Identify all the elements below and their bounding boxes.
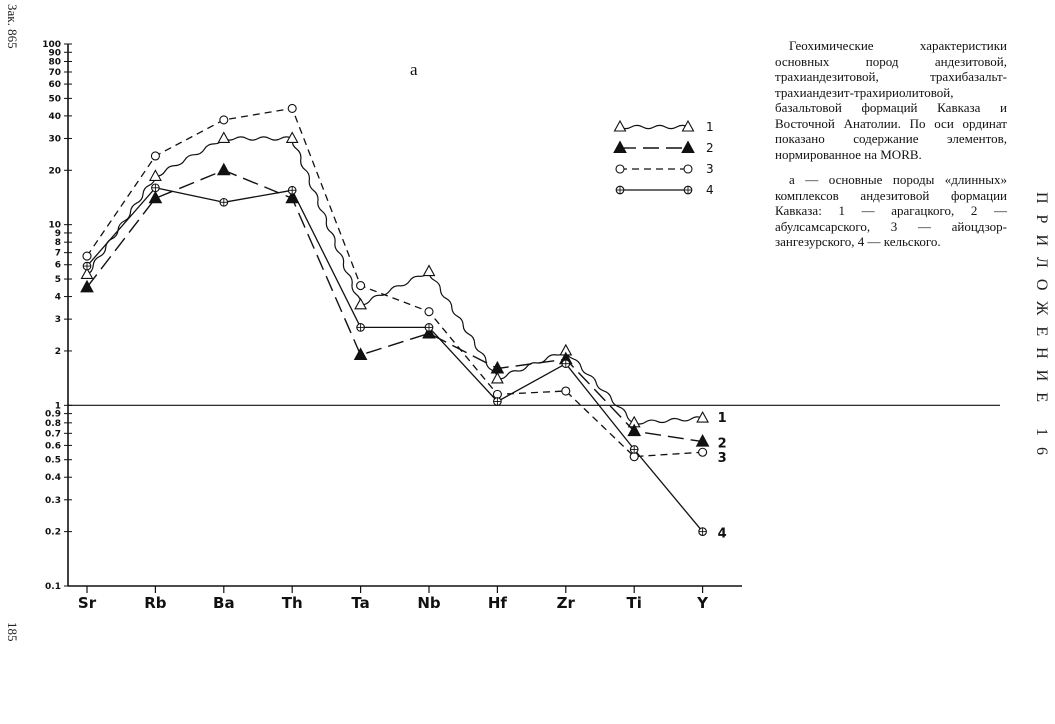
legend-marker-end-4: [684, 186, 692, 194]
legend-entry-2: [614, 141, 714, 155]
legend-marker-start-1: [615, 121, 626, 131]
data-point-1-Ta: [355, 299, 366, 309]
data-point-4-Hf: [494, 398, 502, 406]
data-point-1-Nb: [424, 266, 435, 276]
legend-marker-end-2: [682, 142, 694, 153]
y-tick-label: 10: [48, 220, 61, 231]
y-tick-label: 0.9: [45, 409, 61, 420]
legend-entry-1: [615, 120, 714, 134]
y-tick-label: 50: [48, 94, 61, 105]
x-tick-label: Zr: [556, 594, 575, 612]
series-line-1: [87, 137, 703, 424]
data-point-4-Ta: [357, 324, 365, 332]
x-tick-label: Sr: [77, 594, 97, 612]
legend-label-1: 1: [706, 120, 714, 134]
series-1: [82, 132, 727, 426]
legend-marker-start-3: [616, 165, 624, 173]
chart-series: [81, 104, 727, 541]
margin-order-number: Зак. 865: [5, 4, 20, 49]
appendix-heading: ПРИЛОЖЕНИЕ 16: [1033, 192, 1050, 467]
series-2: [81, 164, 727, 452]
x-tick-label: Ba: [213, 594, 235, 612]
y-tick-label: 20: [48, 166, 61, 177]
x-tick-label: Hf: [487, 594, 507, 612]
series-end-label-2: 2: [717, 436, 727, 452]
panel-label: а: [410, 60, 418, 79]
y-tick-label: 9: [54, 228, 61, 239]
caption-sub: а — основные породы «длинных» комплексов андезитовой формации Кавказа: 1 — арагацкого, 2 — абулсамсарского, 3 — айоцдзор-зангезурского, 4 — кельского.: [775, 172, 1007, 249]
data-point-3-Ba: [220, 116, 228, 124]
data-point-1-Hf: [492, 373, 503, 383]
series-end-label-4: 4: [717, 526, 727, 542]
data-point-4-Y: [699, 528, 707, 536]
y-tick-label: 5: [54, 275, 61, 286]
chart-legend: [614, 120, 714, 197]
data-point-4-Rb: [152, 184, 160, 192]
data-point-4-Ti: [630, 446, 638, 454]
caption-main: Геохимические характеристики основных пород андезитовой, трахиандезитовой, трахибазальт-трахиандезит-трахириолитовой, базальтовой формаций Кавказа и Восточной Анатолии. По оси ординат показано содержание элементов, нормированное на MORB.: [775, 38, 1007, 162]
y-tick-label: 0.5: [45, 455, 61, 466]
y-tick-label: 100: [42, 40, 61, 50]
data-point-2-Ta: [355, 348, 367, 359]
y-tick-label: 80: [48, 57, 61, 68]
data-point-3-Zr: [562, 387, 570, 395]
figure-caption: [775, 38, 1007, 250]
y-tick-label: 30: [48, 134, 61, 145]
legend-marker-start-4: [616, 186, 624, 194]
legend-label-3: 3: [706, 162, 714, 176]
series-line-3: [87, 108, 703, 456]
data-point-3-Ti: [630, 453, 638, 461]
y-tick-label: 8: [54, 238, 61, 249]
legend-label-2: 2: [706, 141, 714, 155]
legend-label-4: 4: [706, 183, 714, 197]
data-point-2-Ba: [218, 164, 230, 175]
legend-marker-start-2: [614, 142, 626, 153]
y-tick-label: 3: [54, 315, 61, 326]
y-tick-label: 0.7: [45, 429, 61, 440]
y-tick-label: 4: [54, 292, 61, 303]
x-tick-label: Nb: [417, 594, 441, 612]
data-point-3-Ta: [357, 282, 365, 290]
data-point-3-Nb: [425, 308, 433, 316]
y-tick-label: 60: [48, 80, 61, 91]
data-point-3-Rb: [151, 152, 159, 160]
data-point-3-Y: [699, 448, 707, 456]
y-tick-label: 0.8: [45, 418, 61, 429]
data-point-3-Sr: [83, 252, 91, 260]
y-tick-label: 1: [54, 401, 61, 412]
data-point-1-Ba: [218, 132, 229, 142]
data-point-3-Th: [288, 104, 296, 112]
x-tick-label: Th: [281, 594, 303, 612]
x-tick-label: Ta: [351, 594, 370, 612]
y-tick-label: 0.2: [45, 527, 61, 538]
data-point-4-Nb: [425, 324, 433, 332]
data-point-4-Sr: [83, 262, 91, 270]
legend-line-1: [620, 125, 688, 128]
x-tick-label: Rb: [144, 594, 167, 612]
y-tick-label: 7: [54, 248, 61, 259]
y-tick-label: 0.3: [45, 495, 61, 506]
y-tick-label: 90: [48, 48, 61, 59]
series-line-4: [87, 188, 703, 532]
y-tick-label: 0.6: [45, 441, 61, 452]
data-point-4-Th: [288, 186, 296, 194]
data-point-4-Ba: [220, 198, 228, 206]
series-end-label-3: 3: [717, 451, 727, 467]
x-tick-label: Ti: [626, 594, 642, 612]
page-number: 185: [5, 622, 20, 642]
x-tick-label: Y: [697, 594, 709, 612]
y-tick-label: 0.1: [45, 582, 61, 592]
y-tick-label: 2: [54, 346, 61, 357]
y-tick-label: 40: [48, 111, 61, 122]
y-tick-label: 70: [48, 67, 61, 78]
series-4: [83, 184, 726, 542]
data-point-4-Zr: [562, 360, 570, 368]
legend-entry-4: [616, 183, 713, 197]
legend-marker-end-3: [684, 165, 692, 173]
y-tick-label: 0.4: [45, 473, 61, 484]
legend-entry-3: [616, 162, 714, 176]
series-line-2: [87, 170, 703, 441]
series-end-label-1: 1: [717, 411, 727, 427]
y-tick-label: 6: [54, 260, 61, 271]
